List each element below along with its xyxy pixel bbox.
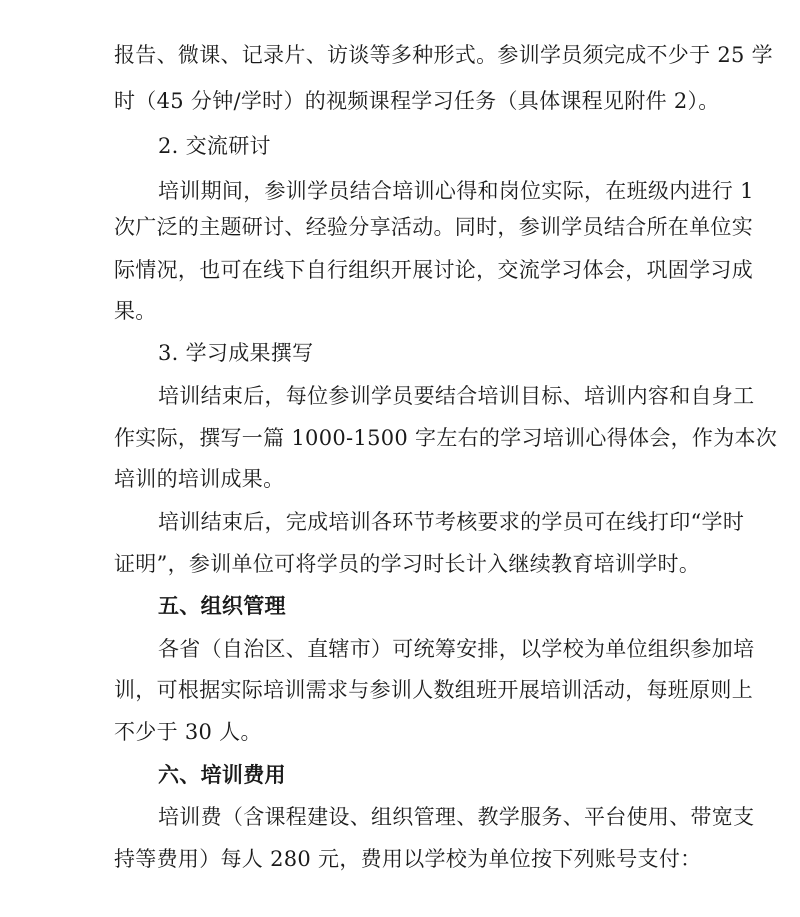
paragraph-line: 次广泛的主题研讨、经验分享活动。同时，参训学员结合所在单位实 xyxy=(114,215,753,239)
section-heading-six: 六、培训费用 xyxy=(158,763,286,787)
paragraph-line: 作实际，撰写一篇 1000-1500 字左右的学习培训心得体会，作为本次 xyxy=(114,426,778,450)
paragraph-line: 培训期间，参训学员结合培训心得和岗位实际，在班级内进行 1 xyxy=(158,179,754,203)
paragraph-line: 培训结束后，完成培训各环节考核要求的学员可在线打印“学时 xyxy=(158,510,745,534)
paragraph-line: 报告、微课、记录片、访谈等多种形式。参训学员须完成不少于 25 学 xyxy=(114,43,773,67)
paragraph-line: 培训结束后，每位参训学员要结合培训目标、培训内容和自身工 xyxy=(158,384,755,408)
paragraph-line: 际情况，也可在线下自行组织开展讨论，交流学习体会，巩固学习成 xyxy=(114,258,753,282)
paragraph-line: 证明”，参训单位可将学员的学习时长计入继续教育培训学时。 xyxy=(114,552,701,576)
paragraph-line: 各省（自治区、直辖市）可统筹安排，以学校为单位组织参加培 xyxy=(158,637,755,661)
section-heading-2: 2. 交流研讨 xyxy=(158,134,271,158)
section-heading-five: 五、组织管理 xyxy=(158,594,286,618)
paragraph-line: 时（45 分钟/学时）的视频课程学习任务（具体课程见附件 2）。 xyxy=(114,89,720,113)
paragraph-line: 培训的培训成果。 xyxy=(114,467,285,491)
paragraph-line: 果。 xyxy=(114,299,157,323)
section-heading-3: 3. 学习成果撰写 xyxy=(158,341,314,365)
paragraph-line: 培训费（含课程建设、组织管理、教学服务、平台使用、带宽支 xyxy=(158,805,755,829)
paragraph-line: 训，可根据实际培训需求与参训人数组班开展培训活动，每班原则上 xyxy=(114,678,753,702)
paragraph-line: 不少于 30 人。 xyxy=(114,720,262,744)
paragraph-line: 持等费用）每人 280 元，费用以学校为单位按下列账号支付： xyxy=(114,847,702,871)
